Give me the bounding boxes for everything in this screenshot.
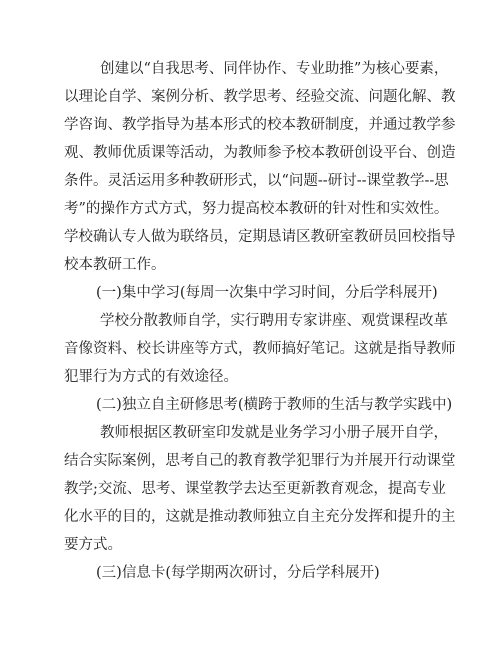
section-heading-1: (一)集中学习(每周一次集中学习时间，分后学科展开) — [96, 285, 438, 301]
paragraph-line: 学校确认专人做为联络员，定期恳请区教研室教研员回校指导 — [64, 229, 456, 245]
paragraph-line: 校本教研工作。 — [64, 257, 166, 273]
section-heading-2: (二)独立自主研修思考(横跨于教师的生活与教学实践中) — [96, 397, 453, 413]
paragraph-line: 观、教师优质课等活动，为教师参予校本教研创设平台、创造 — [64, 145, 456, 161]
paragraph-line: 条件。灵活运用多种教研形式，以“问题--研讨--课堂教学--思 — [64, 173, 449, 189]
section-1-line: 学校分散教师自学，实行聘用专家讲座、观赏课程改革 — [100, 313, 448, 329]
section-2-line: 教学;交流、思考、课堂教学去达至更新教育观念，提高专业 — [64, 481, 446, 497]
section-1-line: 犯罪行为方式的有效途径。 — [64, 369, 238, 385]
section-heading-3: (三)信息卡(每学期两次研讨，分后学科展开) — [96, 565, 380, 581]
paragraph-line: 考”的操作方式方式，努力提高校本教研的针对性和实效性。 — [64, 201, 449, 217]
paragraph-line: 学咨询、教学指导为基本形式的校本教研制度，并通过教学参 — [64, 117, 456, 133]
section-2-line: 结合实际案例，思考自己的教育教学犯罪行为并展开行动课堂 — [64, 453, 456, 469]
section-2-line: 教师根据区教研室印发就是业务学习小册子展开自学， — [100, 425, 448, 441]
section-1-line: 音像资料、校长讲座等方式，教师搞好笔记。这就是指导教师 — [64, 341, 456, 357]
paragraph-line: 以理论自学、案例分析、教学思考、经验交流、问题化解、教 — [64, 89, 456, 105]
section-2-line: 化水平的目的，这就是推动教师独立自主充分发挥和提升的主 — [64, 509, 456, 525]
paragraph-line: 创建以“自我思考、同伴协作、专业助推”为核心要素， — [100, 61, 449, 77]
section-2-line: 要方式。 — [64, 537, 122, 553]
